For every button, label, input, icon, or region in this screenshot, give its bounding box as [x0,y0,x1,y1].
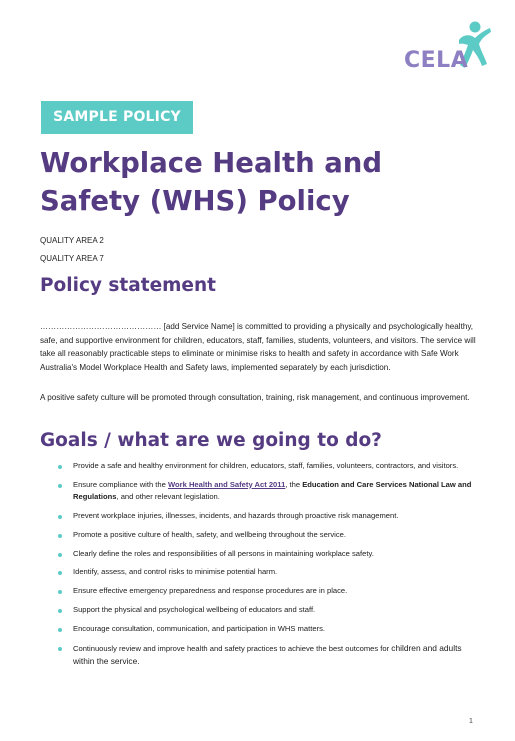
goal-item: Support the physical and psychological wellbeing of educators and staff. [58,604,478,617]
page-title [40,144,440,220]
goal-item: Promote a positive culture of health, safety, and wellbeing throughout the service. [58,529,478,542]
goal-text: Ensure compliance with the [73,479,168,489]
goal-text-larger: children and adults within the service. [73,642,462,667]
policy-statement-paragraph-2: A positive safety culture will be promoted through consultation, training, risk management, and continuous improvement. [40,393,470,402]
goal-item [58,479,478,504]
national-law-text: Education and Care Services National Law and Regulations [73,479,472,502]
goal-item [58,642,478,669]
title-line-1: Workplace Health and [40,147,383,179]
goal-text: , and other relevant legislation. [116,492,220,502]
goal-text: , the [285,479,303,489]
goal-item: Identify, assess, and control risks to minimise potential harm. [58,566,478,579]
goal-item: Provide a safe and healthy environment for children, educators, staff, families, volunteers, contractors, and visitors. [58,460,478,473]
page-number: 1 [469,718,473,725]
quality-area-2: QUALITY AREA 2 [40,236,104,245]
whs-act-link[interactable]: Work Health and Safety Act 2011 [167,479,286,489]
goals-list [58,460,478,675]
goal-item: Prevent workplace injuries, illnesses, incidents, and hazards through proactive risk management. [58,510,478,523]
goals-heading: Goals / what are we going to do? [40,430,382,451]
goal-item: Clearly define the roles and responsibilities of all persons in maintaining workplace safety. [58,548,478,561]
sample-policy-badge: SAMPLE POLICY [41,101,193,134]
policy-statement-paragraph-1: ……………………………………… [add Service Name] is committed to providing a physically and psychologically healthy, safe, and supportive environment for children, educators, staff, families, students, volunteers, and visitors. The service will take all reasonably practicable steps to eliminate or minimise risks to health and safety in accordance with Safe Work Australia's Model Workplace Health and Safety laws, implemented separately by each jurisdiction. [40,322,476,372]
goal-item: Encourage consultation, communication, and participation in WHS matters. [58,623,478,636]
quality-area-7: QUALITY AREA 7 [40,254,104,263]
goal-text: Continuously review and improve health and safety practices to achieve the best outcomes for [73,643,392,653]
goal-item: Ensure effective emergency preparedness and response procedures are in place. [58,585,478,598]
cela-logo-text: CELA [404,48,469,73]
title-line-2: Safety (WHS) Policy [40,185,350,217]
policy-statement-heading: Policy statement [40,275,216,296]
